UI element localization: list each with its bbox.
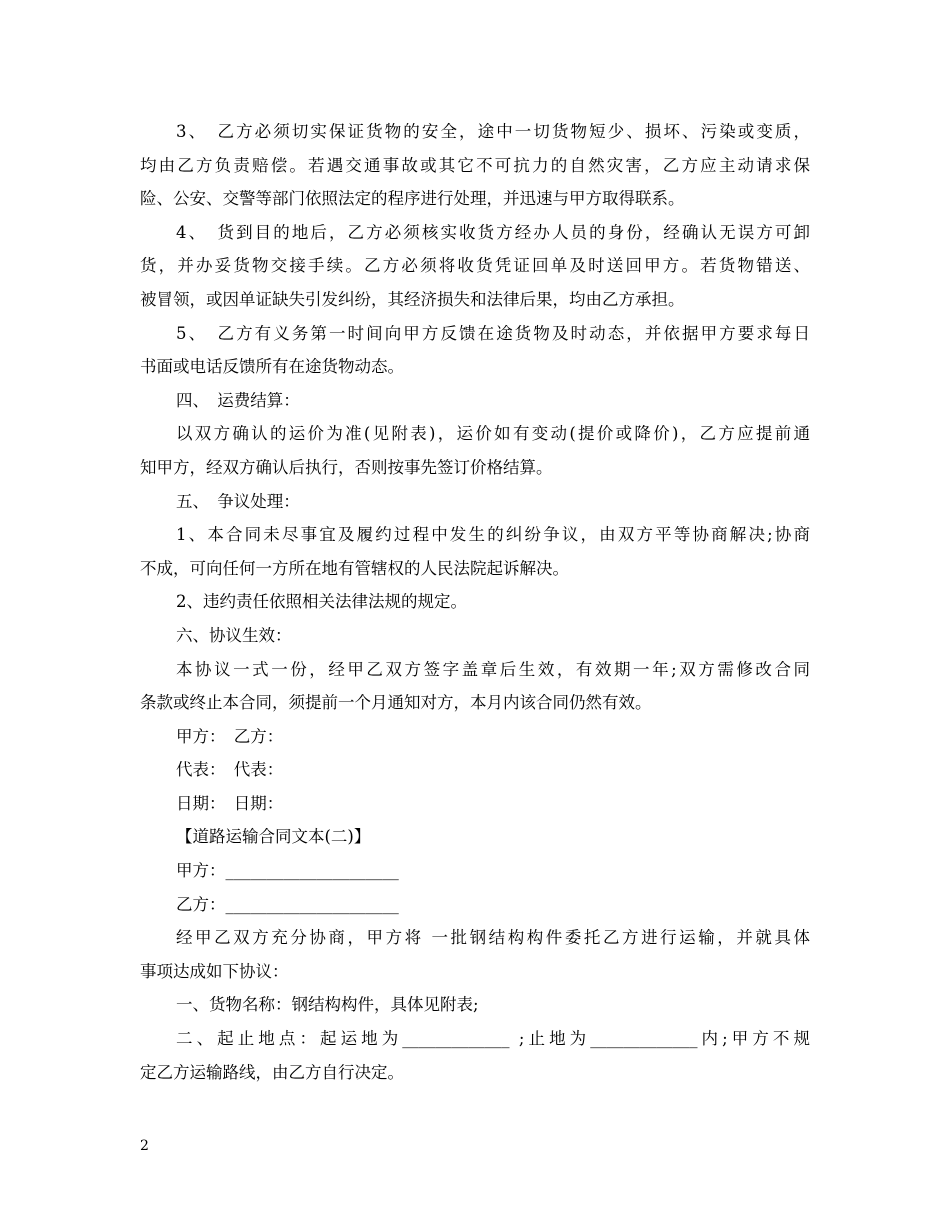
paragraph-line: 险、公安、交警等部门依照法定的程序进行处理，并迅速与甲方取得联系。 xyxy=(140,189,685,209)
paragraph-line: 被冒领，或因单证缺失引发纠纷，其经济损失和法律后果，均由乙方承担。 xyxy=(140,289,685,309)
paragraph-line: 条款或终止本合同，须提前一个月通知对方，本月内该合同仍然有效。 xyxy=(140,693,652,713)
paragraph-line: 不成，可向任何一方所在地有管辖权的人民法院起诉解决。 xyxy=(140,558,569,578)
paragraph-line: 经甲乙双方充分协商，甲方将 一批钢结构构件委托乙方进行运输，并就具体 xyxy=(176,928,810,948)
paragraph-line: 一、货物名称：钢结构构件，具体见附表; xyxy=(176,995,479,1015)
signature-representative-line: 代表： 代表： xyxy=(176,760,284,780)
contract-title: 【道路运输合同文本(二)】 xyxy=(176,827,371,847)
paragraph-line: 1、本合同未尽事宜及履约过程中发生的纠纷争议，由双方平等协商解决;协商 xyxy=(176,525,810,545)
document-page xyxy=(140,115,810,1089)
section-heading: 六、协议生效： xyxy=(176,625,292,645)
paragraph-line: 定乙方运输路线，由乙方自行决定。 xyxy=(140,1062,404,1082)
paragraph-line: 货，并办妥货物交接手续。乙方必须将收货凭证回单及时送回甲方。若货物错送、 xyxy=(140,256,810,276)
signature-party-line: 甲方： 乙方： xyxy=(176,726,284,746)
paragraph-line: 知甲方，经双方确认后执行，否则按事先签订价格结算。 xyxy=(140,457,553,477)
page-number: 2 xyxy=(140,1138,149,1154)
party-b-field: 乙方：_____________________ xyxy=(176,894,399,914)
section-heading: 五、 争议处理： xyxy=(176,491,300,511)
paragraph-line: 书面或电话反馈所有在途货物动态。 xyxy=(140,357,404,377)
paragraph-line: 事项达成如下协议： xyxy=(140,961,289,981)
paragraph-line: 本协议一式一份，经甲乙双方签字盖章后生效，有效期一年;双方需修改合同 xyxy=(176,659,810,679)
paragraph-line: 5、 乙方有义务第一时间向甲方反馈在途货物及时动态，并依据甲方要求每日 xyxy=(176,323,810,343)
paragraph-line: 二、起止地点：起运地为_____________ ;止地为_____________内;甲方不规 xyxy=(176,1029,810,1049)
signature-date-line: 日期： 日期： xyxy=(176,793,284,813)
paragraph-line: 4、 货到目的地后，乙方必须核实收货方经办人员的身份，经确认无误方可卸 xyxy=(176,222,810,242)
paragraph-line: 均由乙方负责赔偿。若遇交通事故或其它不可抗力的自然灾害，乙方应主动请求保 xyxy=(140,155,810,175)
party-a-field: 甲方：_____________________ xyxy=(176,861,399,881)
paragraph-line: 2、违约责任依照相关法律法规的规定。 xyxy=(176,592,467,612)
paragraph-line: 3、 乙方必须切实保证货物的安全，途中一切货物短少、损坏、污染或变质， xyxy=(176,122,810,141)
paragraph-line: 以双方确认的运价为准(见附表)，运价如有变动(提价或降价)，乙方应提前通 xyxy=(176,424,810,444)
section-heading: 四、 运费结算： xyxy=(176,390,300,410)
